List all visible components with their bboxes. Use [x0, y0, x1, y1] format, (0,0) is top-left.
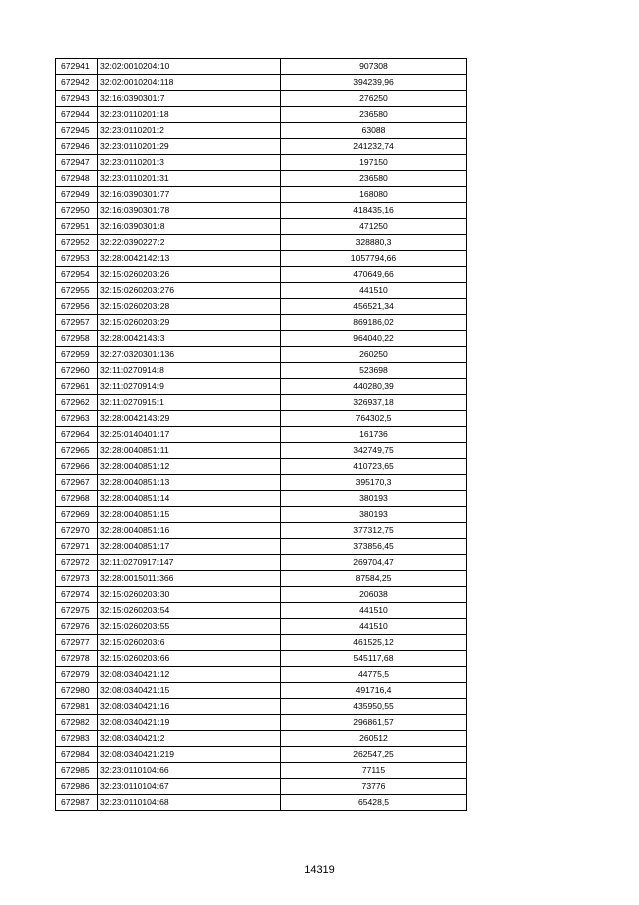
row-number-cell: 672944: [56, 107, 98, 123]
cadastral-number-cell: 32:28:0040851:16: [98, 523, 281, 539]
row-number-cell: 672969: [56, 507, 98, 523]
value-cell: 907308: [281, 59, 467, 75]
value-cell: 964040,22: [281, 331, 467, 347]
row-number-cell: 672968: [56, 491, 98, 507]
value-cell: 326937,18: [281, 395, 467, 411]
value-cell: 87584,25: [281, 571, 467, 587]
cadastral-number-cell: 32:28:0040851:11: [98, 443, 281, 459]
row-number-cell: 672980: [56, 683, 98, 699]
cadastral-number-cell: 32:23:0110104:67: [98, 779, 281, 795]
table-row: [56, 363, 467, 379]
value-cell: 296861,57: [281, 715, 467, 731]
cadastral-number-cell: 32:11:0270914:8: [98, 363, 281, 379]
row-number-cell: 672941: [56, 59, 98, 75]
value-cell: 44775,5: [281, 667, 467, 683]
value-cell: 869186,02: [281, 315, 467, 331]
row-number-cell: 672958: [56, 331, 98, 347]
cadastral-number-cell: 32:08:0340421:12: [98, 667, 281, 683]
value-cell: 236580: [281, 107, 467, 123]
cadastral-number-cell: 32:15:0260203:276: [98, 283, 281, 299]
table-row: [56, 219, 467, 235]
table-row: [56, 251, 467, 267]
table-row: [56, 795, 467, 811]
table-row: [56, 427, 467, 443]
cadastral-number-cell: 32:08:0340421:16: [98, 699, 281, 715]
cadastral-number-cell: 32:15:0260203:26: [98, 267, 281, 283]
table-row: [56, 139, 467, 155]
table-row: [56, 523, 467, 539]
value-cell: 545117,68: [281, 651, 467, 667]
row-number-cell: 672945: [56, 123, 98, 139]
table-row: [56, 587, 467, 603]
value-cell: 206038: [281, 587, 467, 603]
cadastral-number-cell: 32:16:0390301:77: [98, 187, 281, 203]
table-row: [56, 539, 467, 555]
value-cell: 65428,5: [281, 795, 467, 811]
value-cell: 236580: [281, 171, 467, 187]
cadastral-value-table: [55, 58, 467, 811]
table-row: [56, 635, 467, 651]
table-row: [56, 507, 467, 523]
row-number-cell: 672960: [56, 363, 98, 379]
cadastral-number-cell: 32:11:0270915:1: [98, 395, 281, 411]
row-number-cell: 672957: [56, 315, 98, 331]
table-row: [56, 699, 467, 715]
value-cell: 342749,75: [281, 443, 467, 459]
value-cell: 456521,34: [281, 299, 467, 315]
table-row: [56, 715, 467, 731]
row-number-cell: 672946: [56, 139, 98, 155]
cadastral-number-cell: 32:15:0260203:66: [98, 651, 281, 667]
cadastral-number-cell: 32:16:0390301:7: [98, 91, 281, 107]
table-row: [56, 651, 467, 667]
table-row: [56, 443, 467, 459]
table-row: [56, 411, 467, 427]
value-cell: 523698: [281, 363, 467, 379]
table-row: [56, 75, 467, 91]
row-number-cell: 672971: [56, 539, 98, 555]
row-number-cell: 672965: [56, 443, 98, 459]
table-row: [56, 395, 467, 411]
table-row: [56, 331, 467, 347]
cadastral-number-cell: 32:02:0010204:10: [98, 59, 281, 75]
table-row: [56, 155, 467, 171]
cadastral-number-cell: 32:23:0110201:31: [98, 171, 281, 187]
value-cell: 441510: [281, 283, 467, 299]
value-cell: 491716,4: [281, 683, 467, 699]
cadastral-number-cell: 32:28:0040851:13: [98, 475, 281, 491]
table-row: [56, 619, 467, 635]
cadastral-number-cell: 32:08:0340421:2: [98, 731, 281, 747]
row-number-cell: 672947: [56, 155, 98, 171]
row-number-cell: 672974: [56, 587, 98, 603]
table-row: [56, 203, 467, 219]
cadastral-number-cell: 32:23:0110201:3: [98, 155, 281, 171]
row-number-cell: 672963: [56, 411, 98, 427]
row-number-cell: 672952: [56, 235, 98, 251]
table-row: [56, 235, 467, 251]
table-row: [56, 283, 467, 299]
row-number-cell: 672981: [56, 699, 98, 715]
value-cell: 161736: [281, 427, 467, 443]
table-row: [56, 91, 467, 107]
row-number-cell: 672978: [56, 651, 98, 667]
page-number: 14319: [304, 864, 335, 876]
cadastral-number-cell: 32:11:0270914:9: [98, 379, 281, 395]
row-number-cell: 672949: [56, 187, 98, 203]
table-row: [56, 459, 467, 475]
row-number-cell: 672984: [56, 747, 98, 763]
value-cell: 73776: [281, 779, 467, 795]
row-number-cell: 672966: [56, 459, 98, 475]
cadastral-number-cell: 32:28:0042143:29: [98, 411, 281, 427]
row-number-cell: 672954: [56, 267, 98, 283]
value-cell: 63088: [281, 123, 467, 139]
table-row: [56, 315, 467, 331]
row-number-cell: 672956: [56, 299, 98, 315]
table-row: [56, 491, 467, 507]
row-number-cell: 672943: [56, 91, 98, 107]
row-number-cell: 672972: [56, 555, 98, 571]
value-cell: 380193: [281, 507, 467, 523]
cadastral-number-cell: 32:28:0040851:14: [98, 491, 281, 507]
value-cell: 764302,5: [281, 411, 467, 427]
cadastral-number-cell: 32:15:0260203:6: [98, 635, 281, 651]
table-row: [56, 59, 467, 75]
row-number-cell: 672975: [56, 603, 98, 619]
cadastral-number-cell: 32:15:0260203:54: [98, 603, 281, 619]
row-number-cell: 672977: [56, 635, 98, 651]
row-number-cell: 672986: [56, 779, 98, 795]
row-number-cell: 672985: [56, 763, 98, 779]
row-number-cell: 672950: [56, 203, 98, 219]
value-cell: 1057794,66: [281, 251, 467, 267]
value-cell: 380193: [281, 491, 467, 507]
row-number-cell: 672961: [56, 379, 98, 395]
row-number-cell: 672973: [56, 571, 98, 587]
cadastral-number-cell: 32:08:0340421:15: [98, 683, 281, 699]
value-cell: 260512: [281, 731, 467, 747]
cadastral-number-cell: 32:28:0042143:3: [98, 331, 281, 347]
row-number-cell: 672970: [56, 523, 98, 539]
cadastral-number-cell: 32:08:0340421:219: [98, 747, 281, 763]
table-row: [56, 603, 467, 619]
row-number-cell: 672967: [56, 475, 98, 491]
value-cell: 418435,16: [281, 203, 467, 219]
value-cell: 441510: [281, 603, 467, 619]
table-row: [56, 123, 467, 139]
value-cell: 260250: [281, 347, 467, 363]
cadastral-number-cell: 32:23:0110201:2: [98, 123, 281, 139]
cadastral-number-cell: 32:08:0340421:19: [98, 715, 281, 731]
cadastral-number-cell: 32:15:0260203:30: [98, 587, 281, 603]
row-number-cell: 672955: [56, 283, 98, 299]
table-row: [56, 779, 467, 795]
row-number-cell: 672964: [56, 427, 98, 443]
cadastral-number-cell: 32:28:0042142:13: [98, 251, 281, 267]
row-number-cell: 672979: [56, 667, 98, 683]
cadastral-number-cell: 32:23:0110104:66: [98, 763, 281, 779]
table-row: [56, 379, 467, 395]
table-row: [56, 747, 467, 763]
cadastral-number-cell: 32:28:0040851:17: [98, 539, 281, 555]
table-row: [56, 187, 467, 203]
table-row: [56, 475, 467, 491]
value-cell: 328880,3: [281, 235, 467, 251]
value-cell: 441510: [281, 619, 467, 635]
table-row: [56, 107, 467, 123]
value-cell: 241232,74: [281, 139, 467, 155]
value-cell: 276250: [281, 91, 467, 107]
table-row: [56, 555, 467, 571]
table-row: [56, 267, 467, 283]
cadastral-number-cell: 32:11:0270917:147: [98, 555, 281, 571]
row-number-cell: 672962: [56, 395, 98, 411]
table-row: [56, 171, 467, 187]
value-cell: 197150: [281, 155, 467, 171]
table-row: [56, 683, 467, 699]
cadastral-number-cell: 32:22:0390227:2: [98, 235, 281, 251]
row-number-cell: 672942: [56, 75, 98, 91]
table-row: [56, 731, 467, 747]
cadastral-number-cell: 32:27:0320301:136: [98, 347, 281, 363]
value-cell: 373856,45: [281, 539, 467, 555]
cadastral-number-cell: 32:28:0040851:15: [98, 507, 281, 523]
table-row: [56, 571, 467, 587]
cadastral-number-cell: 32:28:0040851:12: [98, 459, 281, 475]
row-number-cell: 672976: [56, 619, 98, 635]
value-cell: 168080: [281, 187, 467, 203]
value-cell: 395170,3: [281, 475, 467, 491]
value-cell: 461525,12: [281, 635, 467, 651]
cadastral-value-table-container: [55, 58, 466, 811]
cadastral-number-cell: 32:28:0015011:366: [98, 571, 281, 587]
cadastral-number-cell: 32:15:0260203:28: [98, 299, 281, 315]
row-number-cell: 672982: [56, 715, 98, 731]
cadastral-number-cell: 32:16:0390301:8: [98, 219, 281, 235]
cadastral-number-cell: 32:23:0110201:29: [98, 139, 281, 155]
row-number-cell: 672987: [56, 795, 98, 811]
row-number-cell: 672951: [56, 219, 98, 235]
row-number-cell: 672948: [56, 171, 98, 187]
row-number-cell: 672959: [56, 347, 98, 363]
value-cell: 440280,39: [281, 379, 467, 395]
value-cell: 262547,25: [281, 747, 467, 763]
row-number-cell: 672953: [56, 251, 98, 267]
table-row: [56, 299, 467, 315]
table-row: [56, 667, 467, 683]
value-cell: 435950,55: [281, 699, 467, 715]
table-row: [56, 347, 467, 363]
row-number-cell: 672983: [56, 731, 98, 747]
value-cell: 269704,47: [281, 555, 467, 571]
cadastral-number-cell: 32:23:0110104:68: [98, 795, 281, 811]
value-cell: 77115: [281, 763, 467, 779]
value-cell: 470649,66: [281, 267, 467, 283]
cadastral-number-cell: 32:02:0010204:118: [98, 75, 281, 91]
cadastral-number-cell: 32:15:0260203:55: [98, 619, 281, 635]
value-cell: 377312,75: [281, 523, 467, 539]
value-cell: 471250: [281, 219, 467, 235]
value-cell: 410723,65: [281, 459, 467, 475]
cadastral-number-cell: 32:16:0390301:78: [98, 203, 281, 219]
table-body: [56, 59, 467, 811]
table-row: [56, 763, 467, 779]
cadastral-number-cell: 32:15:0260203:29: [98, 315, 281, 331]
cadastral-number-cell: 32:25:0140401:17: [98, 427, 281, 443]
cadastral-number-cell: 32:23:0110201:18: [98, 107, 281, 123]
value-cell: 394239,96: [281, 75, 467, 91]
